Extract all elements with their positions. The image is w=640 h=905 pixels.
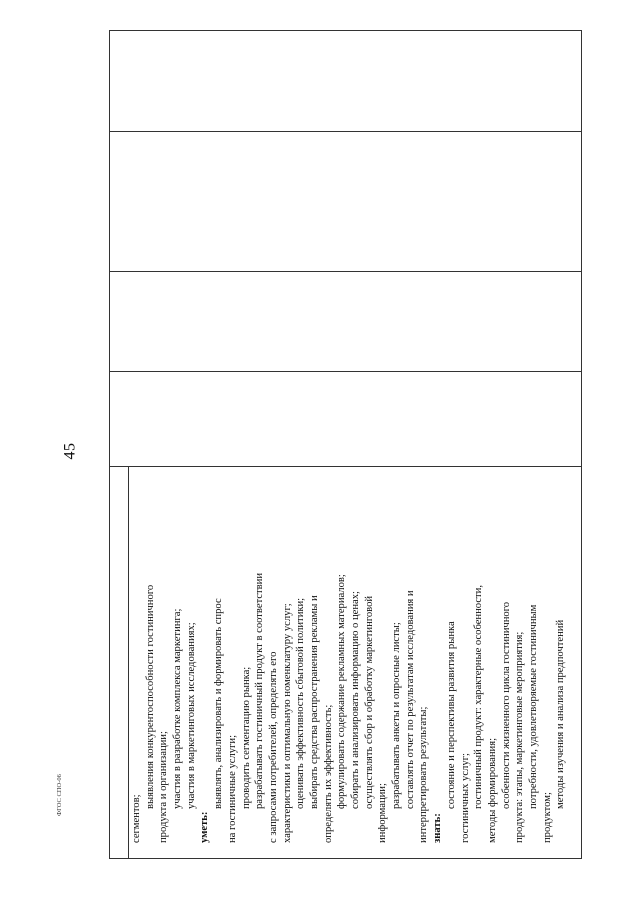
- text-line: разрабатывать гостиничный продукт в соответствии: [254, 573, 266, 809]
- text-line: гостиничных услуг;: [459, 753, 471, 843]
- text-line: методы формирования;: [486, 737, 498, 843]
- text-line: участия в маркетинговых исследованиях;: [185, 622, 197, 809]
- text-line: уметь:: [199, 811, 211, 843]
- text-line: осуществлять сбор и обработку маркетинговой: [363, 595, 375, 809]
- text-line: собирать и анализировать информацию о ценах;: [350, 591, 361, 809]
- table-row-divider: [110, 271, 581, 272]
- text-line: сегментов;: [131, 794, 142, 843]
- table-row-divider: [110, 371, 581, 372]
- text-line: выявлять, анализировать и формировать спрос: [213, 598, 225, 809]
- text-line: продукта: этапы, маркетинговые мероприятия;: [514, 631, 526, 843]
- text-line: разрабатывать анкеты и опросные листы;: [391, 622, 403, 809]
- text-line: методы изучения и анализа предпочтений: [555, 619, 567, 809]
- text-line: составлять отчет по результатам исследования и: [404, 590, 416, 809]
- text-line: проводить сегментацию рынка;: [240, 666, 252, 809]
- text-line: выявления конкурентоспособности гостиничного: [144, 584, 156, 809]
- text-line: состояние и перспективы развития рынка: [445, 621, 457, 809]
- text-line: формулировать содержание рекламных материалов;: [336, 574, 348, 809]
- table-column-divider: [128, 466, 129, 858]
- text-line: характеристики и оптимальную номенклатуру услуг;: [281, 603, 293, 843]
- text-line: продукта и организации;: [158, 731, 170, 843]
- page-number: 45: [61, 442, 79, 460]
- text-line: продуктом;: [541, 792, 553, 843]
- footer-code: ФГОС СПО-06: [56, 774, 63, 816]
- text-line: выбирать средства распространения рекламы и: [308, 595, 320, 809]
- text-line: на гостиничные услуги;: [226, 734, 238, 843]
- table-row-divider: [110, 131, 581, 132]
- text-line: гостиничный продукт: характерные особенности,: [473, 585, 485, 809]
- text-line: определять их эффективность;: [322, 704, 334, 843]
- text-line: потребности, удовлетворяемые гостиничным: [527, 604, 539, 809]
- text-line: интерпретировать результаты;: [418, 706, 430, 843]
- text-line: с запросами потребителей, определять его: [267, 651, 279, 843]
- text-line: знать:: [432, 813, 444, 843]
- text-line: оценивать эффективность сбытовой политики;: [295, 597, 307, 809]
- text-line: участия в разработке комплекса маркетинга;: [172, 608, 184, 809]
- text-line: особенности жизненного цикла гостиничного: [500, 601, 512, 809]
- competency-text-cell: [130, 463, 568, 843]
- text-line: информации;: [377, 783, 389, 843]
